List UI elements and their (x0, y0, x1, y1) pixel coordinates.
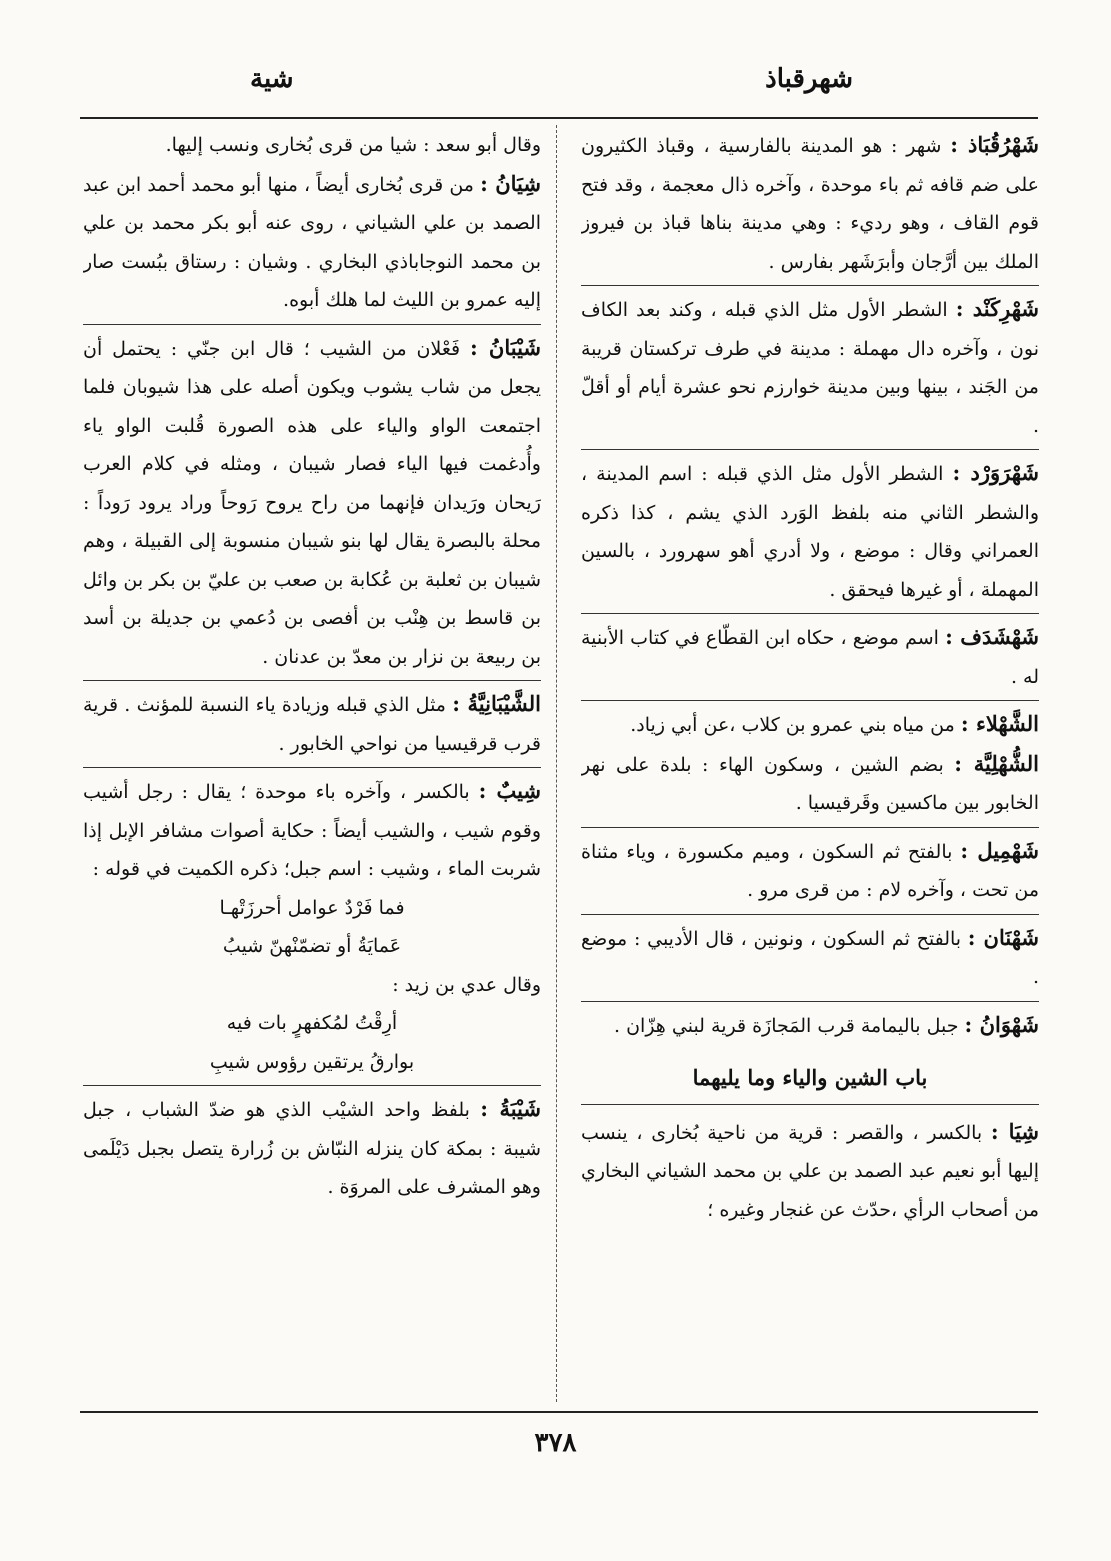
bottom-rule (80, 1411, 1038, 1413)
entry-text: بضم الشين ، وسكون الهاء : بلدة على نهر الخابور بين ماكسين وقَرقيسيا . (581, 753, 1039, 814)
poem-line: عَمايَةُ أو تضمّنْهنّ شيبُ (222, 935, 402, 957)
entry-text: شهر : هو المدينة بالفارسية ، وقباذ الكثيرون على ضم قافه ثم باء موحدة ، وآخره ذال معجمة ، وقد فتح قوم القاف ، وهو رديء : وهي مدينة بناها قباذ بن فيروز الملك بين أرَّجان وأبرَشَهر بفارس . (581, 135, 1039, 273)
poem-line: فما فَرْدٌ عوامل أحرزَتْهـا (219, 896, 405, 919)
poem-verse (83, 1004, 541, 1081)
entry-headword: شَهْشَدَف : (945, 624, 1039, 649)
section-heading: باب الشين والياء وما يليهما (581, 1059, 1039, 1105)
entry (581, 745, 1039, 828)
column-divider (556, 125, 557, 1402)
entry-headword: الشُّهْلِيَّة : (954, 750, 1039, 776)
entry-text: اسم موضع ، حكاه ابن القطّاع في كتاب الأبنية له . (581, 627, 1039, 688)
entry (83, 165, 541, 325)
entry-headword: شَهْرِكَنْد : (955, 296, 1039, 321)
top-rule (80, 117, 1038, 119)
entry-text: من قرى بُخارى أيضاً ، منها أبو محمد أحمد ابن عبد الصمد بن علي الشياني ، روى عنه أبو بكر محمد بن علي بن محمد النوجاباذي البخاري . وشيان : رستاق ببُست صار إليه عمرو بن الليث لما هلك أبوه. (83, 173, 541, 311)
entry (581, 1006, 1039, 1050)
entry-headword: الشَّهْلاء : (960, 711, 1039, 736)
entry-headword: شَهْرُقُبَاذ : (950, 132, 1039, 157)
poem-line: أرِقْتُ لمُكفهرٍ بات فيه (226, 1012, 398, 1034)
entry-headword: شَيْبَانُ : (469, 334, 541, 360)
entry-text: من مياه بني عمرو بن كلاب ،عن أبي زياد. (630, 714, 961, 736)
entry-text: بالفتح ثم السكون ، وميم مكسورة ، وياء مثناة من تحت ، وآخره لام : من قرى مرو . (581, 840, 1039, 901)
entry-text: الشطر الأول مثل الذي قبله ، وكند بعد الكاف نون ، وآخره دال مهملة : مدينة في طرف تركستان قريبة من الجَند ، بينها وبين مدينة خوارزم نحو عشرة أيام أو أقلّ . (581, 299, 1039, 437)
entry (83, 126, 541, 165)
page-number: ٣٧٨ (534, 1428, 577, 1458)
entry-headword: الشَّيْبَانِيَّةُ : (452, 691, 541, 716)
entry-text: وقال عدي بن زيد : (392, 973, 541, 996)
entry (581, 454, 1039, 614)
entry-text: وقال أبو سعد : شيا من قرى بُخارى ونسب إليها. (165, 134, 541, 156)
entry-text: بالفتح ثم السكون ، ونونين ، قال الأديبي : موضع . (581, 927, 1039, 988)
entry-shib (83, 772, 541, 1086)
entry (581, 832, 1039, 915)
entry (83, 685, 541, 768)
entry-headword: شِيبٌ : (478, 778, 541, 803)
entry-text: بالكسر ، والقصر : قرية من ناحية بُخارى ، ينسب إليها أبو نعيم عبد الصمد بن علي بن محمد الشياني البخاري من أصحاب الرأي ،حدّث عن غنجار وغيره ؛ (581, 1121, 1039, 1221)
entry-headword: شَيْبَةُ : (480, 1096, 541, 1121)
entry (581, 126, 1039, 286)
entry (83, 329, 541, 682)
entry (581, 1113, 1039, 1234)
entry-headword: شَهْمِيل : (960, 837, 1039, 863)
entry (83, 1090, 541, 1211)
poem-verse (83, 889, 541, 966)
entry-text: فَعْلان من الشيب ؛ قال ابن جنّي : يحتمل أن يجعل من شاب يشوب ويكون أصله على هذا شيوبان فلما اجتمعت الواو والياء على هذه الصورة قُلبت الواو ياء وأُدغمت فيها الياء فصار شيبان ، ومثله في كلام العرب رَيحان ورَيدان فإنهما من راح يروح رَوحاً وراد يرود رَوداً : محلة بالبصرة يقال لها بنو شيبان منسوبة إلى القبيلة ، وهم شيبان بن ثعلبة بن عُكابة بن صعب بن عليّ بن بكر بن وائل بن قاسط بن هِنْب بن أفصى بن دُعمي بن جديلة بن أسد بن ربيعة بن نزار بن معدّ بن عدنان . (83, 337, 541, 668)
running-header-left: شية (250, 64, 294, 94)
entry-text: مثل الذي قبله وزيادة ياء النسبة للمؤنث . قرية قرب قرقيسيا من نواحي الخابور . (83, 694, 541, 755)
entry (581, 618, 1039, 701)
entry (581, 290, 1039, 450)
entry-headword: شِيَا : (990, 1118, 1039, 1144)
entry-headword: شَهْرَوَرْد : (952, 460, 1039, 485)
entry-text: الشطر الأول مثل الذي قبله : اسم المدينة ، والشطر الثاني منه بلفظ الوَرد الذي يشم ، كذا ذكره العمراني وقال : موضع ، ولا أدري أهو سهرورد ، بالسين المهملة ، أو غيرها فيحقق . (581, 463, 1039, 601)
poem-line: بوارقُ يرتقين رؤوس شيبِ (209, 1050, 415, 1073)
entry-text: بالكسر ، وآخره باء موحدة ؛ يقال : رجل أشيب وقوم شيب ، والشيب أيضاً : حكاية أصوات مشافر الإبل إذا شربت الماء ، وشيب : اسم جبل؛ ذكره الكميت في قوله : (83, 781, 541, 880)
entry-headword: شِيَانُ : (480, 170, 541, 196)
entry-headword: شَهْوَانُ : (964, 1011, 1039, 1037)
right-column (581, 126, 1039, 1406)
entry (581, 919, 1039, 1002)
entry (581, 705, 1039, 745)
running-header-right: شهرقباذ (765, 64, 853, 94)
entry-text: بلفظ واحد الشيْب الذي هو ضدّ الشباب ، جبل شيبة : بمكة كان ينزله النبّاش بن زُرارة يتصل بجبل دَيْلَمى وهو المشرف على المروَة . (83, 1099, 541, 1198)
left-column (83, 126, 541, 1406)
entry-text: جبل باليمامة قرب المَجازَة قرية لبني هِزّان . (614, 1014, 965, 1037)
entry-headword: شَهْنَان : (967, 924, 1039, 950)
